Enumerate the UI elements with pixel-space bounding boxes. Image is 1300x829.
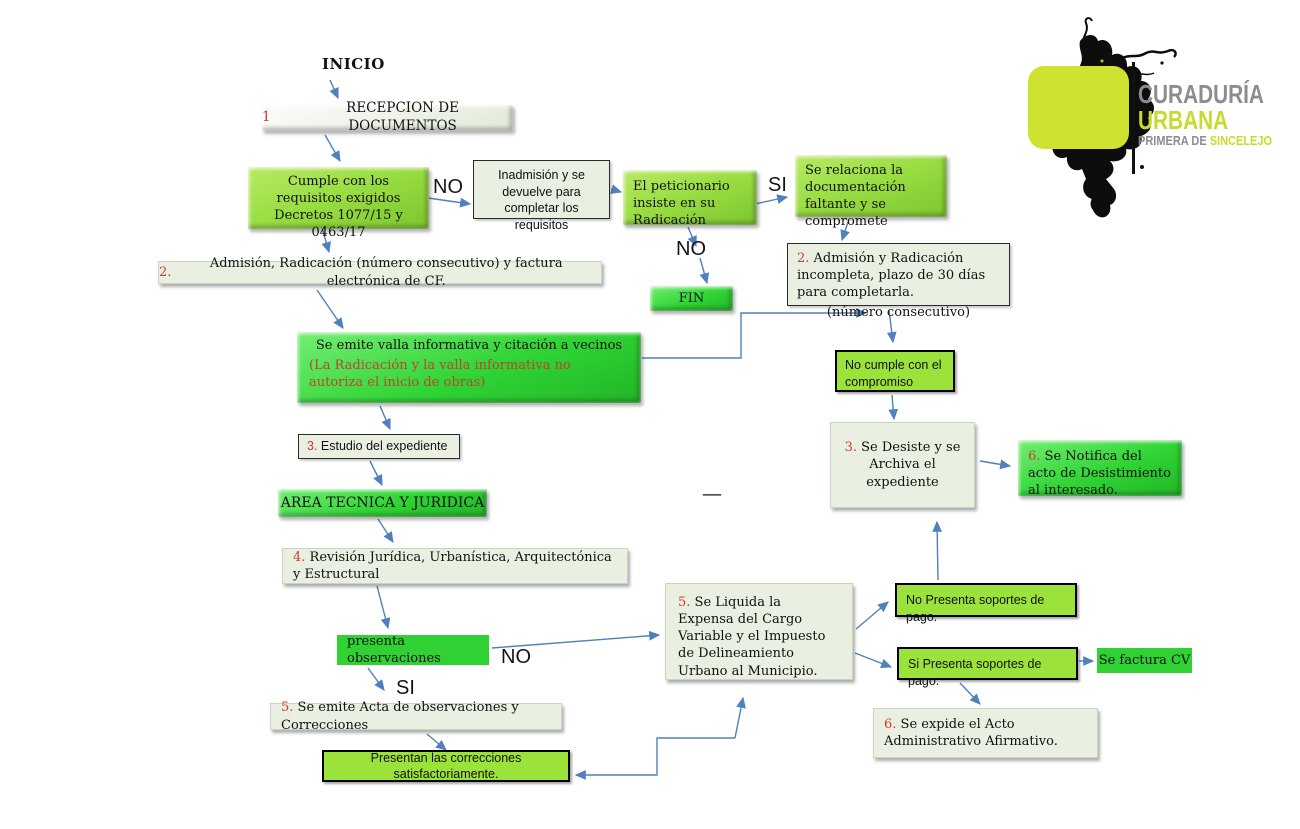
node-admision-incompleta xyxy=(787,243,1010,321)
node-text: Se relaciona la documentación faltante y se compromete xyxy=(805,163,906,230)
node-text: Presentan las correcciones satisfactoriamente. xyxy=(370,750,522,781)
start-label: INICIO xyxy=(322,55,385,73)
node-text: Estudio del expediente xyxy=(317,439,448,454)
logo-divider-line xyxy=(1132,62,1135,174)
node-presenta-observaciones xyxy=(337,635,489,665)
node-relaciona-documentacion xyxy=(795,155,947,230)
node-no-presenta-soportes xyxy=(895,583,1077,624)
node-text: Inadmisión y se devuelve para completar los requisitos xyxy=(498,168,585,232)
logo-title-urbana: URBANA xyxy=(1138,105,1229,135)
node-si-presenta-soportes xyxy=(897,647,1078,688)
node-admision-radicacion xyxy=(158,256,602,289)
node-text: Se emite valla informativa y citación a vecinos xyxy=(315,338,623,353)
curaduria-logo xyxy=(1020,15,1296,230)
node-text: Se emite Acta de observaciones y Correcciones xyxy=(281,700,519,733)
logo-title-curaduria: CURADURÍA xyxy=(1138,79,1264,109)
node-warning-text: (La Radicación y la valla informativa no autoriza el inicio de obras) xyxy=(309,358,571,391)
node-text: Se Liquida la Expensa del Cargo Variable y el Impuesto de Delineamiento Urbano al Municipio. xyxy=(678,595,826,679)
node-text: Cumple con los requisitos exigidos Decretos 1077/15 y 0463/17 xyxy=(274,174,403,241)
node-area-tecnica-juridica xyxy=(278,489,487,517)
step-number: 1 xyxy=(262,109,271,126)
node-text: No cumple con el compromiso xyxy=(845,358,942,389)
logo-subtitle-gray: PRIMERA DE xyxy=(1138,134,1210,148)
branch-label-no: NO xyxy=(676,238,706,260)
node-text: Si Presenta soportes de pago. xyxy=(908,657,1042,688)
node-liquida-expensa xyxy=(665,583,853,680)
node-cumple-requisitos xyxy=(248,167,429,241)
step-number: 3. xyxy=(844,440,858,456)
node-text: RECEPCION DE DOCUMENTOS xyxy=(346,100,459,134)
node-text: No Presenta soportes de pago. xyxy=(906,593,1045,624)
step-number: 4. xyxy=(293,549,306,565)
node-acta-observaciones xyxy=(270,700,562,733)
branch-label-no: NO xyxy=(433,176,463,198)
logo-subtitle xyxy=(1138,134,1272,148)
node-text: Admisión y Radicación incompleta, plazo de 30 días para completarla. xyxy=(797,251,986,301)
node-text: Se Desiste y se Archiva el expediente xyxy=(857,440,961,490)
node-text: Se Notifica del acto de Desistimiento al interesado. xyxy=(1028,449,1171,499)
node-text: Se expide el Acto Administrativo Afirmativo. xyxy=(884,717,1058,750)
node-desiste-archiva xyxy=(830,422,975,508)
node-subtext: (número consecutivo) xyxy=(826,305,971,321)
step-number: 2. xyxy=(797,251,810,266)
node-inadmision xyxy=(473,160,610,232)
node-no-cumple-compromiso xyxy=(835,350,955,392)
node-valla-informativa xyxy=(297,332,641,403)
node-text: FIN xyxy=(678,290,705,306)
step-number: 5. xyxy=(281,700,294,716)
node-acto-administrativo xyxy=(873,708,1098,758)
branch-label-si: SI xyxy=(768,174,787,196)
node-peticionario-insiste xyxy=(623,170,757,229)
step-number: 2. xyxy=(159,264,172,280)
node-estudio-expediente xyxy=(298,434,460,459)
logo-subtitle-green: SINCELEJO xyxy=(1209,134,1273,148)
node-text: Admisión, Radicación (número consecutivo) y factura electrónica de CF. xyxy=(209,256,563,289)
node-text: Revisión Jurídica, Urbanística, Arquitectónica y Estructural xyxy=(293,549,612,582)
branch-label-no: NO xyxy=(501,646,531,668)
node-factura-cv xyxy=(1097,648,1192,673)
node-text: El peticionario insiste en su Radicación xyxy=(633,179,730,229)
node-text: presenta observaciones xyxy=(347,633,441,666)
step-number: 3. xyxy=(307,439,318,454)
node-fin xyxy=(650,286,733,311)
stray-dash: — xyxy=(702,481,722,505)
branch-label-si: SI xyxy=(396,677,415,699)
logo-yellow-pad xyxy=(1028,66,1129,149)
step-number: 6. xyxy=(884,717,897,732)
node-recepcion-documentos xyxy=(262,100,513,134)
node-revision-juridica xyxy=(282,548,628,584)
step-number: 6. xyxy=(1028,449,1041,464)
node-notifica-desistimiento xyxy=(1018,440,1182,499)
step-number: 5. xyxy=(678,595,691,610)
node-presentan-correcciones xyxy=(322,750,570,782)
node-text: Se factura CV xyxy=(1098,652,1191,668)
node-text: AREA TECNICA Y JURIDICA xyxy=(280,494,485,511)
